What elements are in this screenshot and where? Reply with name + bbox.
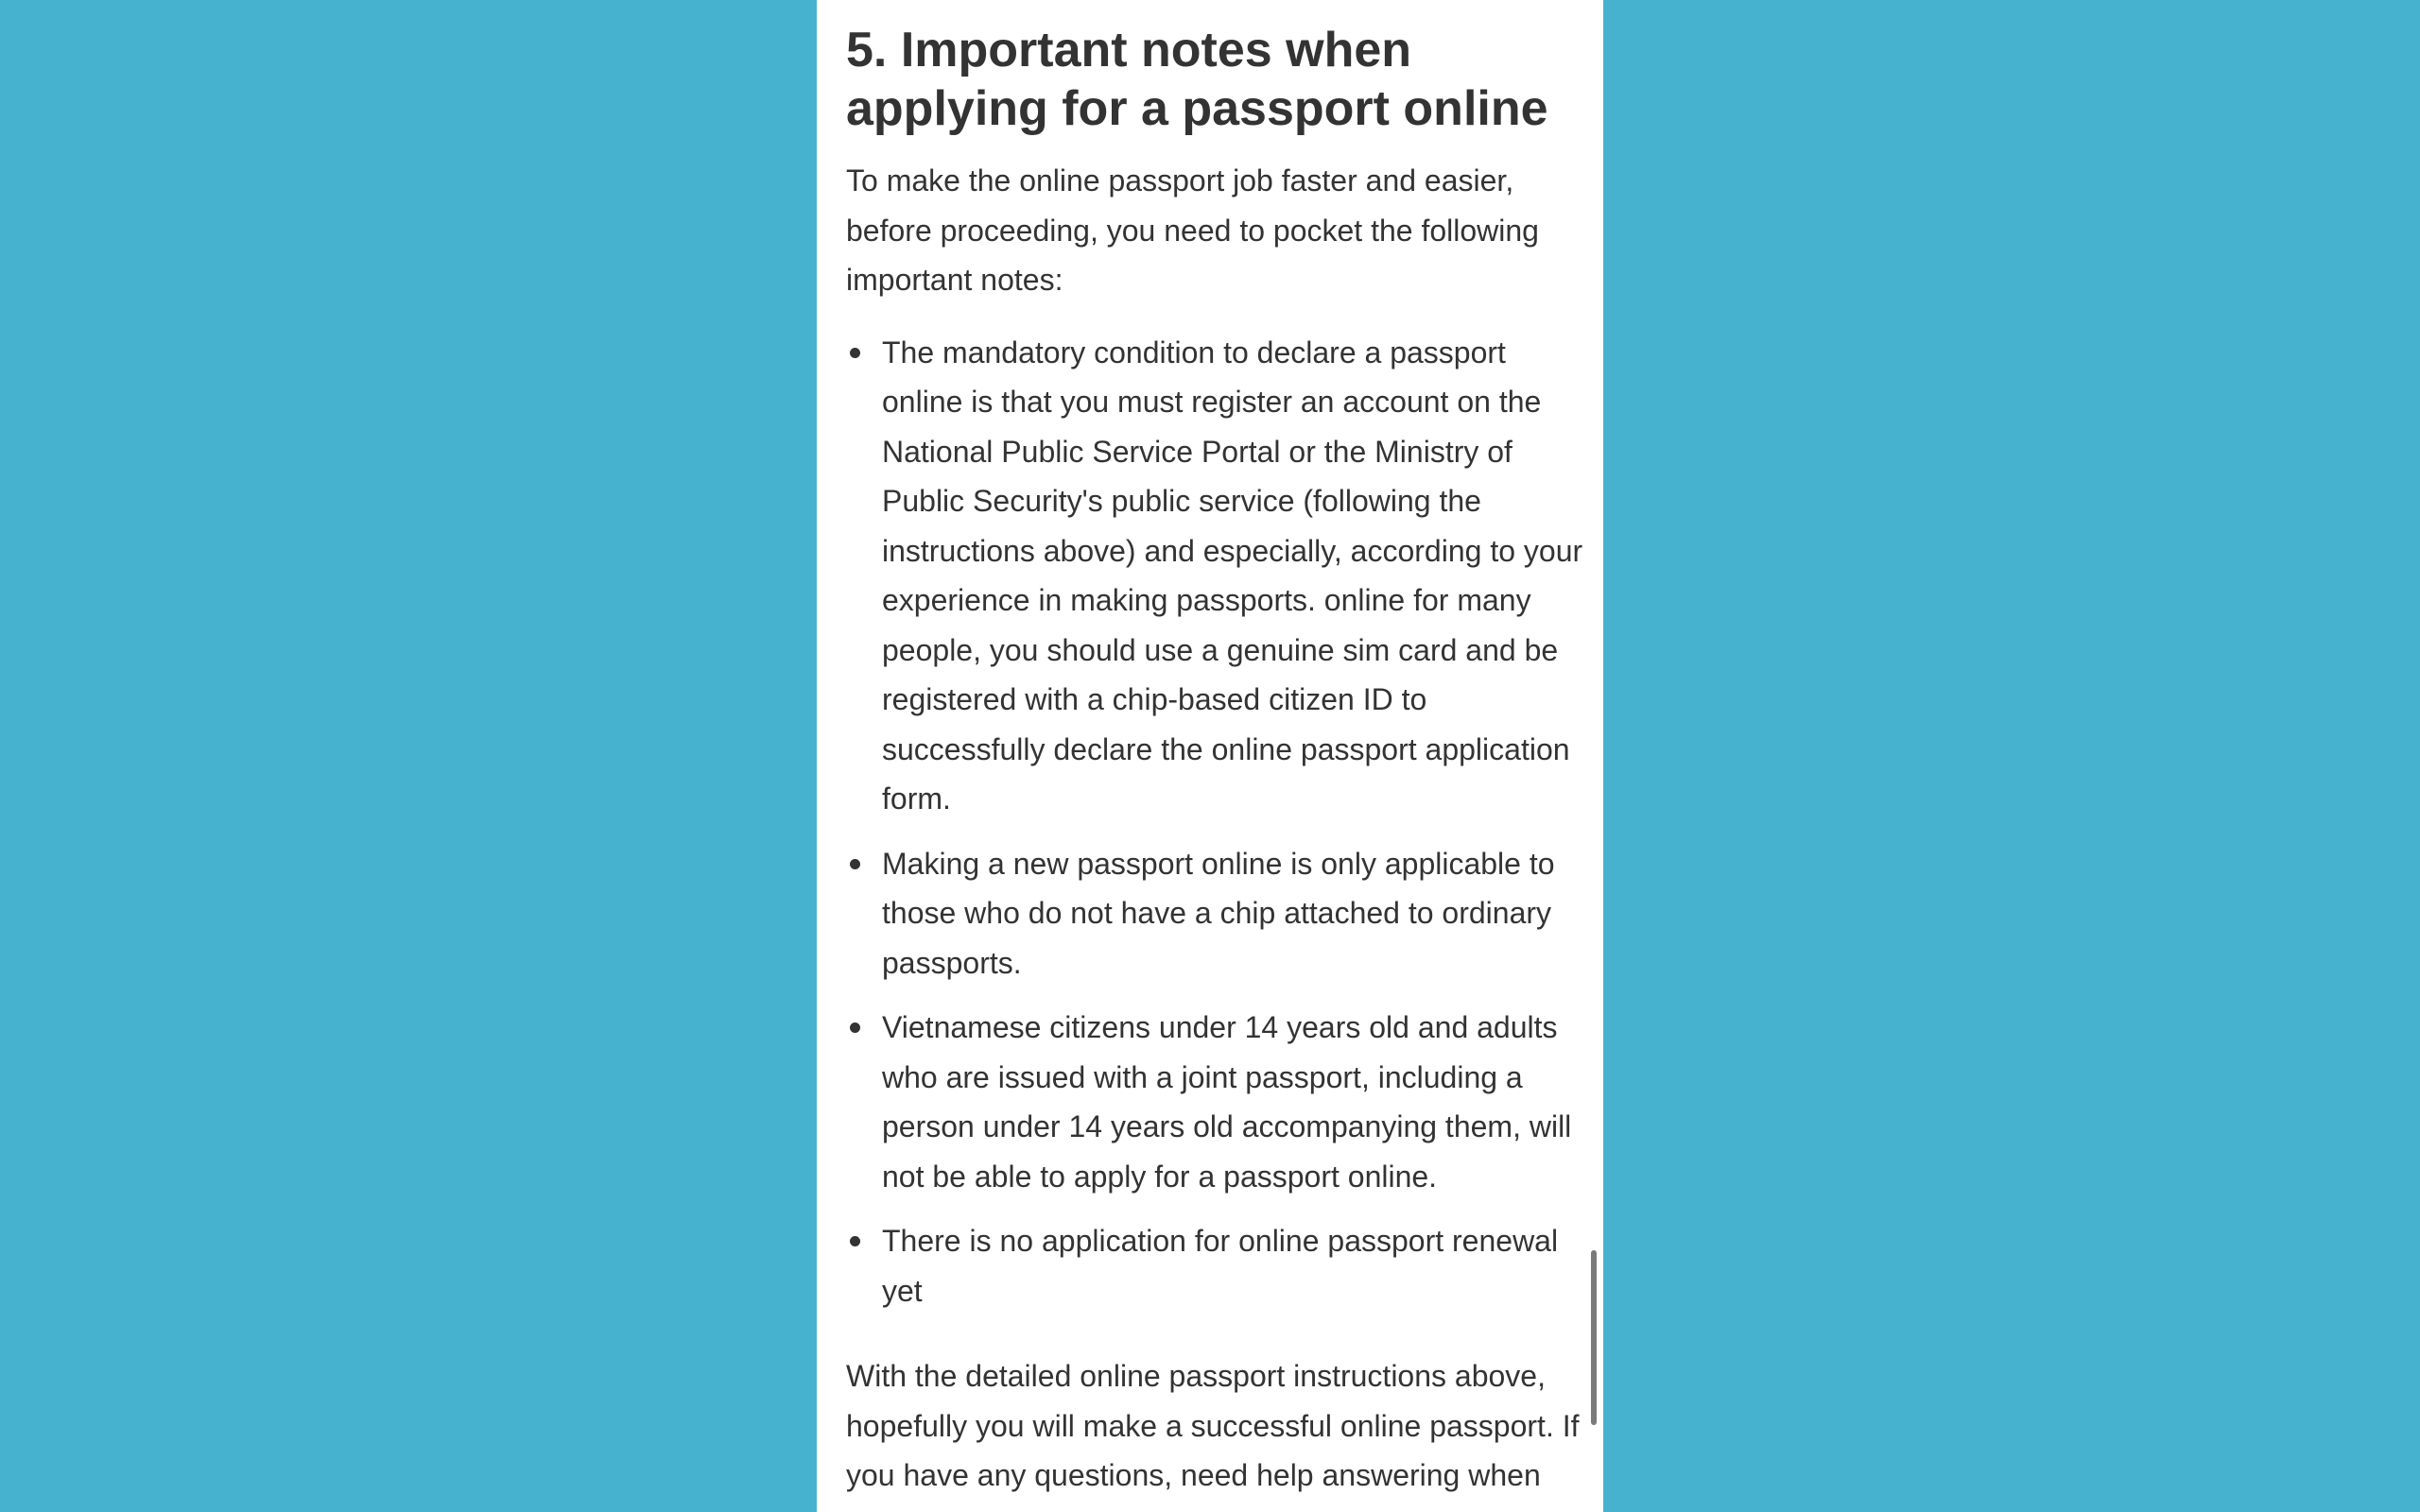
- note-text: There is no application for online passport renewal yet: [882, 1224, 1559, 1308]
- list-item: [846, 328, 1583, 824]
- bullet-icon: [850, 348, 860, 358]
- article-content: [846, 0, 1583, 1501]
- closing-paragraph: With the detailed online passport instructions above, hopefully you will make a successful online passport. If you have any questions, need help answering when: [846, 1359, 1580, 1492]
- bullet-icon: [850, 859, 860, 869]
- note-text: The mandatory condition to declare a passport online is that you must register an account on the National Public Service Portal or the Ministry of Public Security's public service (following the instructions above) and especially, according to your experience in making passports. online for many people, you should use a genuine sim card and be registered with a chip-based citizen ID to successfully declare the online passport application form.: [882, 335, 1583, 816]
- note-text: Vietnamese citizens under 14 years old and adults who are issued with a joint passport, including a person under 14 years old accompanying them, will not be able to apply for a passport online.: [882, 1010, 1572, 1194]
- bullet-icon: [850, 1022, 860, 1033]
- list-item: [846, 1003, 1583, 1201]
- intro-paragraph: To make the online passport job faster and easier, before proceeding, you need to pocket the following important notes:: [846, 163, 1539, 297]
- scrollbar-thumb[interactable]: [1591, 1250, 1597, 1425]
- list-item: [846, 1216, 1583, 1315]
- article-column: [817, 0, 1603, 1512]
- list-item: [846, 839, 1583, 988]
- section-heading: 5. Important notes when applying for a passport online: [846, 23, 1548, 136]
- bullet-icon: [850, 1236, 860, 1246]
- note-text: Making a new passport online is only applicable to those who do not have a chip attached to ordinary passports.: [882, 846, 1555, 980]
- notes-list: [846, 328, 1583, 1316]
